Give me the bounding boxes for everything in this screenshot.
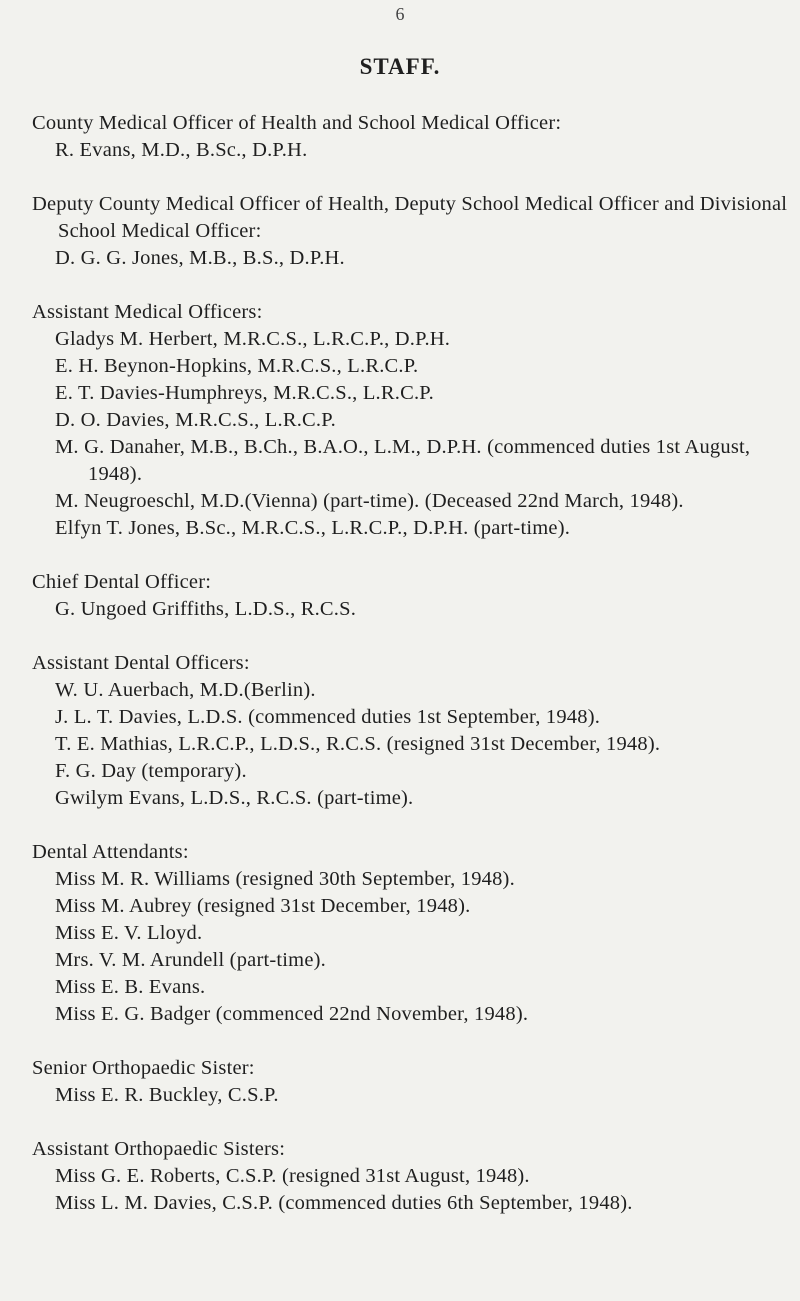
page-number: 6 <box>395 4 405 24</box>
staff-entry: R. Evans, M.D., B.Sc., D.P.H. <box>55 139 308 161</box>
staff-entry: Elfyn T. Jones, B.Sc., M.R.C.S., L.R.C.P., D.P.H. (part-time). <box>55 517 571 539</box>
section-deputy-medical-officer <box>32 191 792 272</box>
staff-entry: Gladys M. Herbert, M.R.C.S., L.R.C.P., D.P.H. <box>55 328 451 350</box>
staff-entry: Miss E. G. Badger (commenced 22nd November, 1948). <box>55 1003 529 1025</box>
section-heading: County Medical Officer of Health and School Medical Officer: <box>32 112 562 134</box>
staff-entry: Miss M. Aubrey (resigned 31st December, 1948). <box>55 895 471 917</box>
section-dental-attendants <box>32 839 792 1028</box>
staff-entry: G. Ungoed Griffiths, L.D.S., R.C.S. <box>55 598 357 620</box>
section-chief-dental-officer <box>32 569 792 623</box>
staff-entry: Miss E. R. Buckley, C.S.P. <box>55 1084 279 1106</box>
staff-entry: Miss E. V. Lloyd. <box>55 922 203 944</box>
section-heading: Dental Attendants: <box>32 841 189 863</box>
section-heading: Chief Dental Officer: <box>32 571 212 593</box>
staff-entry: E. T. Davies-Humphreys, M.R.C.S., L.R.C.P. <box>55 382 434 404</box>
staff-entry: M. Neugroeschl, M.D.(Vienna) (part-time). (Deceased 22nd March, 1948). <box>55 490 684 512</box>
staff-entry: T. E. Mathias, L.R.C.P., L.D.S., R.C.S. (resigned 31st December, 1948). <box>55 733 661 755</box>
staff-entry: J. L. T. Davies, L.D.S. (commenced duties 1st September, 1948). <box>55 706 601 728</box>
section-county-medical-officer <box>32 110 792 164</box>
section-heading: Senior Orthopaedic Sister: <box>32 1057 255 1079</box>
staff-entry: W. U. Auerbach, M.D.(Berlin). <box>55 679 316 701</box>
staff-entry: F. G. Day (temporary). <box>55 760 247 782</box>
staff-entry: M. G. Danaher, M.B., B.Ch., B.A.O., L.M., D.P.H. (commenced duties 1st August, 1948). <box>55 436 751 485</box>
section-assistant-medical-officers <box>32 299 792 542</box>
section-heading: Assistant Orthopaedic Sisters: <box>32 1138 286 1160</box>
staff-entry: Gwilym Evans, L.D.S., R.C.S. (part-time). <box>55 787 414 809</box>
staff-entry: Mrs. V. M. Arundell (part-time). <box>55 949 326 971</box>
staff-entry: Miss L. M. Davies, C.S.P. (commenced duties 6th September, 1948). <box>55 1192 633 1214</box>
staff-entry: E. H. Beynon-Hopkins, M.R.C.S., L.R.C.P. <box>55 355 419 377</box>
page-title: STAFF. <box>359 54 441 79</box>
staff-entry: Miss E. B. Evans. <box>55 976 206 998</box>
section-assistant-orthopaedic-sisters <box>32 1136 792 1217</box>
staff-list <box>32 110 792 1244</box>
staff-entry: Miss M. R. Williams (resigned 30th September, 1948). <box>55 868 515 890</box>
staff-entry: D. G. G. Jones, M.B., B.S., D.P.H. <box>55 247 345 269</box>
staff-entry: D. O. Davies, M.R.C.S., L.R.C.P. <box>55 409 336 431</box>
section-heading: Deputy County Medical Officer of Health, Deputy School Medical Officer and Divisional School Medical Officer: <box>32 193 788 242</box>
section-senior-orthopaedic-sister <box>32 1055 792 1109</box>
section-heading: Assistant Medical Officers: <box>32 301 263 323</box>
section-heading: Assistant Dental Officers: <box>32 652 250 674</box>
section-assistant-dental-officers <box>32 650 792 812</box>
staff-entry: Miss G. E. Roberts, C.S.P. (resigned 31st August, 1948). <box>55 1165 530 1187</box>
